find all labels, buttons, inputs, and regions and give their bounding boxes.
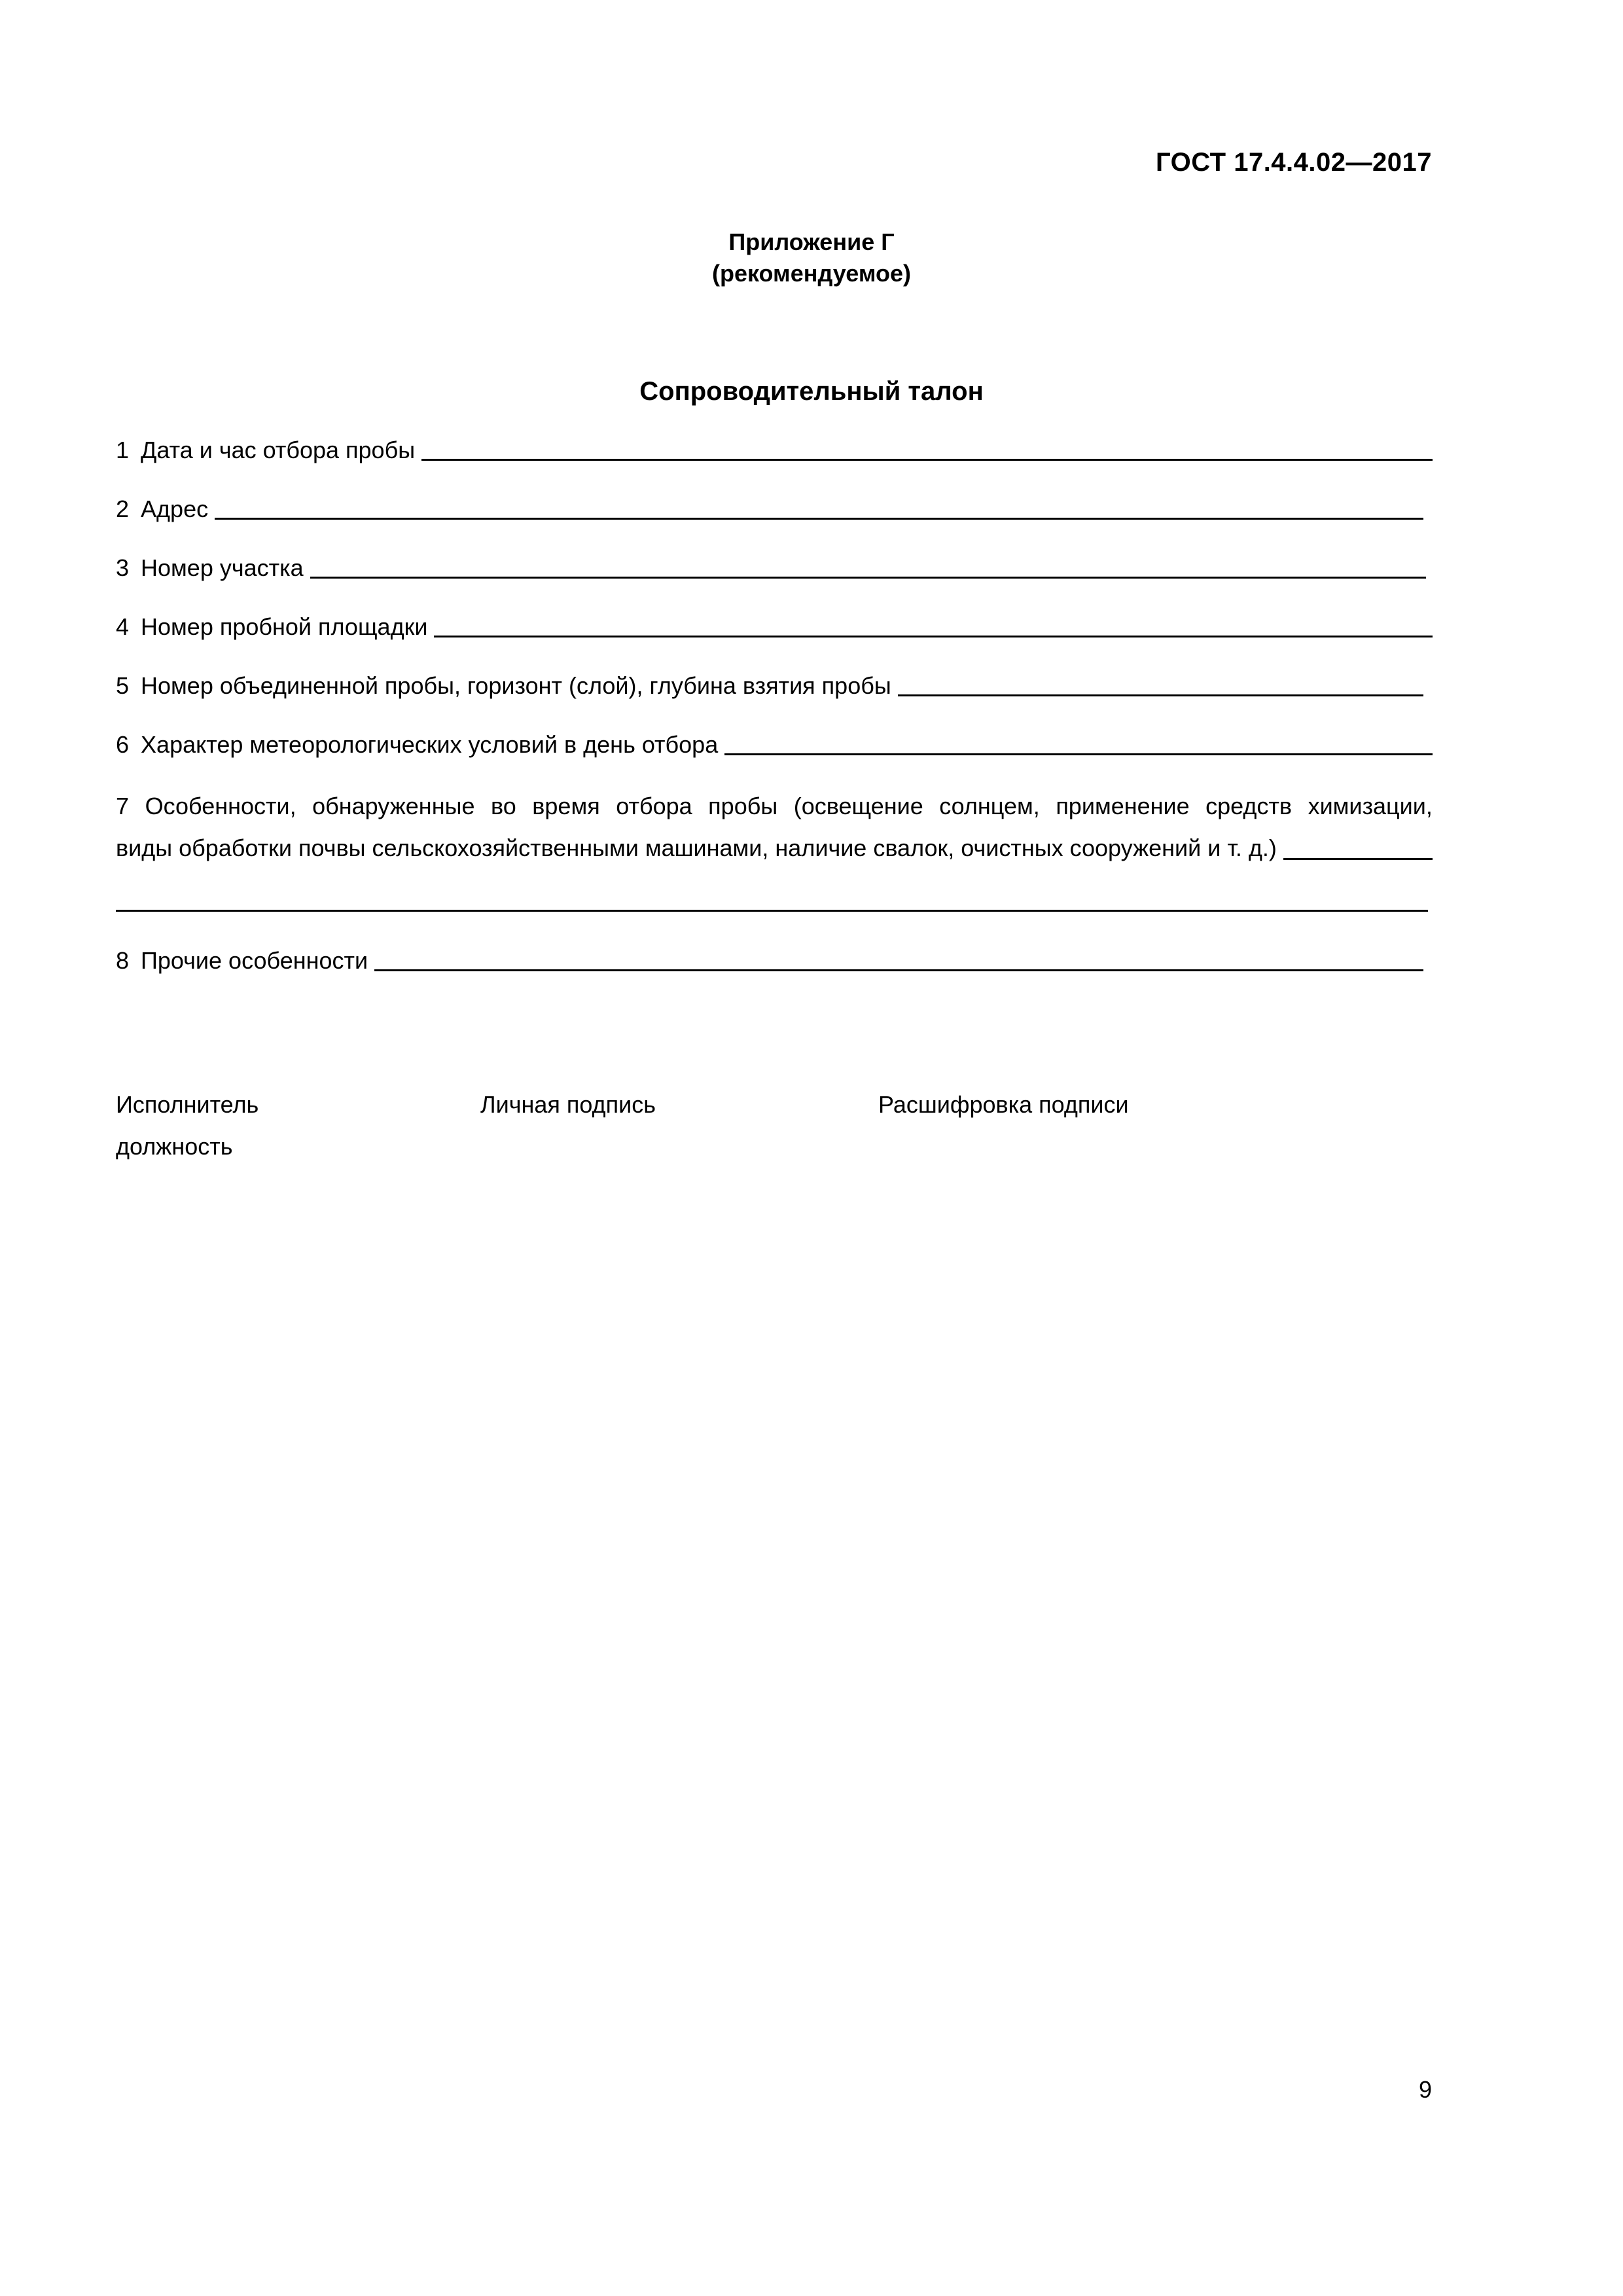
fill-line-sample-site[interactable] — [434, 636, 1433, 637]
signature-decoding-label: Расшифровка подписи — [878, 1091, 1129, 1118]
field-label: Адрес — [141, 495, 209, 522]
form-title: Сопроводительный талон — [639, 377, 984, 406]
field-label: Характер метеорологических условий в день отбора — [141, 731, 719, 758]
word: (освещение — [793, 793, 923, 819]
standard-code: ГОСТ 17.4.4.02—2017 — [1156, 148, 1432, 177]
word: применение — [1056, 793, 1190, 819]
word: пробы — [708, 793, 778, 819]
field-row-other — [116, 946, 1423, 975]
fill-line-plot-number[interactable] — [310, 577, 1426, 579]
field-row-weather — [116, 730, 1433, 759]
fill-line-other[interactable] — [374, 969, 1423, 971]
fill-line-features-extra[interactable] — [116, 910, 1428, 912]
field-label: Номер участка — [141, 554, 304, 581]
word: обнаруженные — [312, 793, 475, 819]
field-number: 6 — [116, 731, 130, 758]
word: Особенности, — [145, 793, 296, 819]
word: солнцем, — [939, 793, 1040, 819]
field-number: 1 — [116, 437, 130, 463]
fill-line-date[interactable] — [421, 459, 1433, 461]
word: отбора — [616, 793, 692, 819]
field-number: 8 — [116, 947, 130, 974]
performer-block — [116, 1084, 259, 1168]
field-number: 2 — [116, 495, 130, 522]
features-line-1 — [116, 785, 1433, 827]
field-row-plot-number — [116, 554, 1426, 583]
field-row-features — [116, 785, 1433, 869]
appendix-status: (рекомендуемое) — [712, 260, 911, 287]
field-label: Прочие особенности — [141, 947, 368, 974]
field-label: Дата и час отбора пробы — [141, 437, 416, 463]
field-row-address — [116, 495, 1423, 524]
word: химизации, — [1308, 793, 1433, 819]
appendix-title: Приложение Г — [728, 228, 895, 255]
fill-line-weather[interactable] — [724, 753, 1433, 755]
field-number: 5 — [116, 672, 130, 699]
word: время — [532, 793, 600, 819]
features-number: 7 — [116, 793, 130, 819]
field-label: Номер пробной площадки — [141, 613, 428, 640]
appendix-block — [0, 226, 1623, 289]
page-number: 9 — [1418, 2076, 1432, 2103]
field-row-date — [116, 436, 1433, 465]
position-label: должность — [116, 1133, 233, 1160]
field-number: 3 — [116, 554, 130, 581]
fill-line-address[interactable] — [215, 518, 1423, 520]
field-number: 4 — [116, 613, 130, 640]
word: средств — [1205, 793, 1293, 819]
word: во — [491, 793, 516, 819]
field-label: Номер объединенной пробы, горизонт (слой), глубина взятия пробы — [141, 672, 891, 699]
features-text-line-2: виды обработки почвы сельскохозяйственными машинами, наличие свалок, очистных сооружений и т. д.) — [116, 834, 1277, 861]
signature-label: Личная подпись — [480, 1091, 656, 1118]
features-line-2 — [116, 827, 1433, 869]
field-row-combined-sample — [116, 672, 1423, 700]
field-row-sample-site — [116, 613, 1433, 641]
fill-line-combined-sample[interactable] — [898, 694, 1423, 696]
fill-line-features[interactable] — [1283, 858, 1433, 860]
performer-label: Исполнитель — [116, 1091, 259, 1118]
